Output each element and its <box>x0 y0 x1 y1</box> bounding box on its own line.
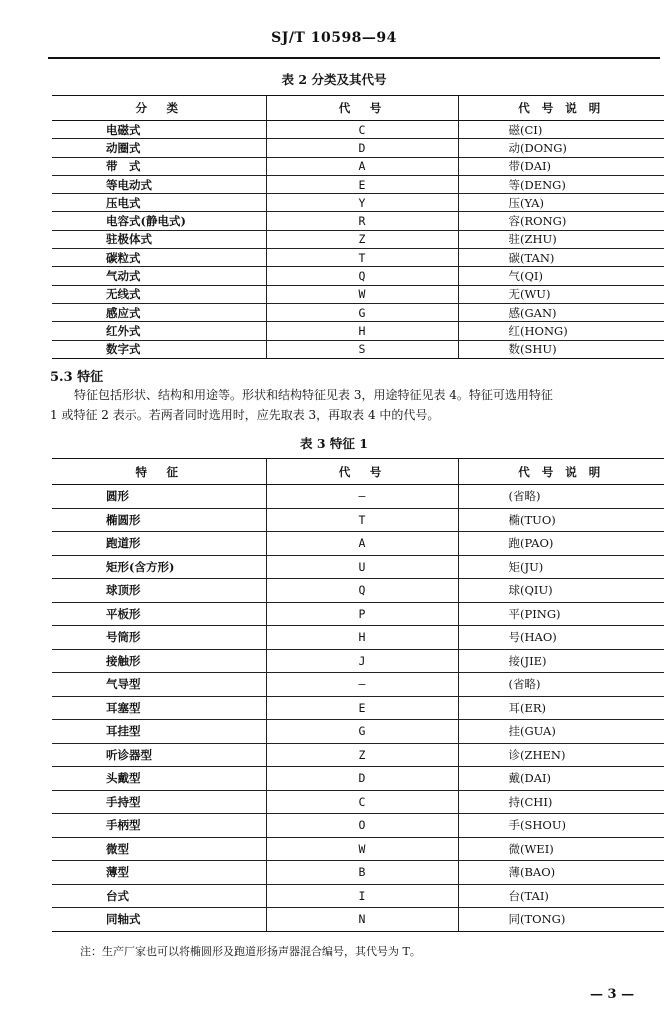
table-row <box>52 212 664 230</box>
row-name-cell: 薄型 <box>52 861 266 885</box>
row-explanation-cell: 磁(CI) <box>458 121 664 139</box>
table-row <box>52 340 664 358</box>
column-header-code: 代 号 <box>266 459 458 485</box>
row-name-cell: 碳粒式 <box>52 249 266 267</box>
row-explanation-cell: 球(QIU) <box>458 579 664 603</box>
table2-caption: 表 2 分类及其代号 <box>281 72 387 87</box>
row-explanation-cell: 红(HONG) <box>458 322 664 340</box>
section-heading: 5.3 特征 <box>50 370 104 385</box>
row-explanation-cell: 持(CHI) <box>458 790 664 814</box>
row-explanation-cell: 无(WU) <box>458 285 664 303</box>
row-explanation-cell: 挂(GUA) <box>458 720 664 744</box>
table-row <box>52 194 664 212</box>
table-header-row <box>52 96 664 121</box>
row-code-cell: Z <box>266 743 458 767</box>
column-header-code: 代 号 <box>266 96 458 121</box>
table-row <box>52 837 664 861</box>
row-name-cell: 手持型 <box>52 790 266 814</box>
row-name-cell: 同轴式 <box>52 908 266 932</box>
row-code-cell: G <box>266 303 458 321</box>
row-name-cell: 耳塞型 <box>52 696 266 720</box>
row-explanation-cell: 数(SHU) <box>458 340 664 358</box>
table-row <box>52 285 664 303</box>
row-name-cell: 等电动式 <box>52 175 266 193</box>
table-row <box>52 303 664 321</box>
row-code-cell: T <box>266 249 458 267</box>
row-code-cell: H <box>266 322 458 340</box>
document-code-header: SJ/T 10598—94 <box>271 30 397 46</box>
table-header-row <box>52 459 664 485</box>
row-name-cell: 圆形 <box>52 485 266 509</box>
row-name-cell: 号筒形 <box>52 626 266 650</box>
row-explanation-cell: 驻(ZHU) <box>458 230 664 248</box>
table-row <box>52 767 664 791</box>
row-code-cell: W <box>266 837 458 861</box>
table-row <box>52 322 664 340</box>
row-code-cell: W <box>266 285 458 303</box>
row-code-cell: Y <box>266 194 458 212</box>
row-explanation-cell: 微(WEI) <box>458 837 664 861</box>
row-explanation-cell: 戴(DAI) <box>458 767 664 791</box>
row-explanation-cell: 气(QI) <box>458 267 664 285</box>
row-name-cell: 电磁式 <box>52 121 266 139</box>
column-header-explanation: 代 号 说 明 <box>458 96 664 121</box>
row-explanation-cell: 矩(JU) <box>458 555 664 579</box>
row-code-cell: D <box>266 767 458 791</box>
row-name-cell: 气导型 <box>52 673 266 697</box>
row-explanation-cell: 台(TAI) <box>458 884 664 908</box>
row-name-cell: 驻极体式 <box>52 230 266 248</box>
table-row <box>52 602 664 626</box>
table-row <box>52 532 664 556</box>
row-code-cell: E <box>266 175 458 193</box>
row-code-cell: J <box>266 649 458 673</box>
row-explanation-cell: (省略) <box>458 485 664 509</box>
row-name-cell: 数字式 <box>52 340 266 358</box>
table-row <box>52 139 664 157</box>
table-row <box>52 673 664 697</box>
paragraph-line-1: 特征包括形状、结构和用途等。形状和结构特征见表 3，用途特征见表 4。特征可选用特征 <box>74 388 553 402</box>
row-name-cell: 平板形 <box>52 602 266 626</box>
row-code-cell: R <box>266 212 458 230</box>
row-explanation-cell: 薄(BAO) <box>458 861 664 885</box>
table-row <box>52 908 664 932</box>
table-row <box>52 720 664 744</box>
row-code-cell: Q <box>266 579 458 603</box>
row-code-cell: O <box>266 814 458 838</box>
row-code-cell: H <box>266 626 458 650</box>
table-row <box>52 626 664 650</box>
row-explanation-cell: 号(HAO) <box>458 626 664 650</box>
table-row <box>52 508 664 532</box>
table-note: 注：生产厂家也可以将椭圆形及跑道形扬声器混合编号，其代号为 T。 <box>80 945 421 958</box>
row-explanation-cell: 动(DONG) <box>458 139 664 157</box>
row-name-cell: 球顶形 <box>52 579 266 603</box>
row-code-cell: B <box>266 861 458 885</box>
row-code-cell: Z <box>266 230 458 248</box>
table-row <box>52 267 664 285</box>
row-code-cell: N <box>266 908 458 932</box>
row-explanation-cell: 跑(PAO) <box>458 532 664 556</box>
row-name-cell: 带 式 <box>52 157 266 175</box>
row-explanation-cell: 接(JIE) <box>458 649 664 673</box>
row-code-cell: T <box>266 508 458 532</box>
table-row <box>52 175 664 193</box>
row-code-cell: E <box>266 696 458 720</box>
row-name-cell: 耳挂型 <box>52 720 266 744</box>
row-code-cell: G <box>266 720 458 744</box>
row-code-cell: S <box>266 340 458 358</box>
row-name-cell: 电容式(静电式) <box>52 212 266 230</box>
table-row <box>52 579 664 603</box>
table-row <box>52 485 664 509</box>
column-header-explanation: 代 号 说 明 <box>458 459 664 485</box>
row-explanation-cell: (省略) <box>458 673 664 697</box>
row-code-cell: D <box>266 139 458 157</box>
table-row <box>52 649 664 673</box>
row-code-cell: A <box>266 532 458 556</box>
row-explanation-cell: 容(RONG) <box>458 212 664 230</box>
row-explanation-cell: 平(PING) <box>458 602 664 626</box>
table-row <box>52 790 664 814</box>
table-row <box>52 696 664 720</box>
row-explanation-cell: 诊(ZHEN) <box>458 743 664 767</box>
row-name-cell: 椭圆形 <box>52 508 266 532</box>
table-row <box>52 555 664 579</box>
row-explanation-cell: 椭(TUO) <box>458 508 664 532</box>
row-code-cell: C <box>266 121 458 139</box>
row-explanation-cell: 手(SHOU) <box>458 814 664 838</box>
table-row <box>52 861 664 885</box>
row-explanation-cell: 耳(ER) <box>458 696 664 720</box>
row-code-cell: — <box>266 673 458 697</box>
row-name-cell: 接触形 <box>52 649 266 673</box>
table-row <box>52 884 664 908</box>
row-explanation-cell: 等(DENG) <box>458 175 664 193</box>
table-row <box>52 249 664 267</box>
row-name-cell: 气动式 <box>52 267 266 285</box>
row-name-cell: 手柄型 <box>52 814 266 838</box>
table-row <box>52 743 664 767</box>
row-name-cell: 红外式 <box>52 322 266 340</box>
table-row <box>52 814 664 838</box>
row-explanation-cell: 碳(TAN) <box>458 249 664 267</box>
feature-table <box>52 458 664 932</box>
row-explanation-cell: 压(YA) <box>458 194 664 212</box>
column-header-category: 分 类 <box>52 96 266 121</box>
row-code-cell: — <box>266 485 458 509</box>
row-code-cell: A <box>266 157 458 175</box>
row-code-cell: C <box>266 790 458 814</box>
row-name-cell: 头戴型 <box>52 767 266 791</box>
table3-caption: 表 3 特征 1 <box>300 436 368 451</box>
row-name-cell: 感应式 <box>52 303 266 321</box>
paragraph-line-2: 1 或特征 2 表示。若两者同时选用时，应先取表 3，再取表 4 中的代号。 <box>50 408 440 422</box>
row-name-cell: 无线式 <box>52 285 266 303</box>
row-name-cell: 跑道形 <box>52 532 266 556</box>
row-name-cell: 微型 <box>52 837 266 861</box>
column-header-feature: 特 征 <box>52 459 266 485</box>
row-code-cell: P <box>266 602 458 626</box>
row-explanation-cell: 感(GAN) <box>458 303 664 321</box>
row-name-cell: 矩形(含方形) <box>52 555 266 579</box>
row-explanation-cell: 带(DAI) <box>458 157 664 175</box>
table-row <box>52 157 664 175</box>
row-explanation-cell: 同(TONG) <box>458 908 664 932</box>
row-code-cell: I <box>266 884 458 908</box>
row-name-cell: 动圈式 <box>52 139 266 157</box>
row-name-cell: 台式 <box>52 884 266 908</box>
row-name-cell: 压电式 <box>52 194 266 212</box>
row-code-cell: Q <box>266 267 458 285</box>
row-name-cell: 听诊器型 <box>52 743 266 767</box>
header-rule <box>48 57 660 59</box>
row-code-cell: U <box>266 555 458 579</box>
table-row <box>52 230 664 248</box>
page-number: — 3 — <box>590 987 635 1002</box>
table-row <box>52 121 664 139</box>
classification-table <box>52 95 664 359</box>
